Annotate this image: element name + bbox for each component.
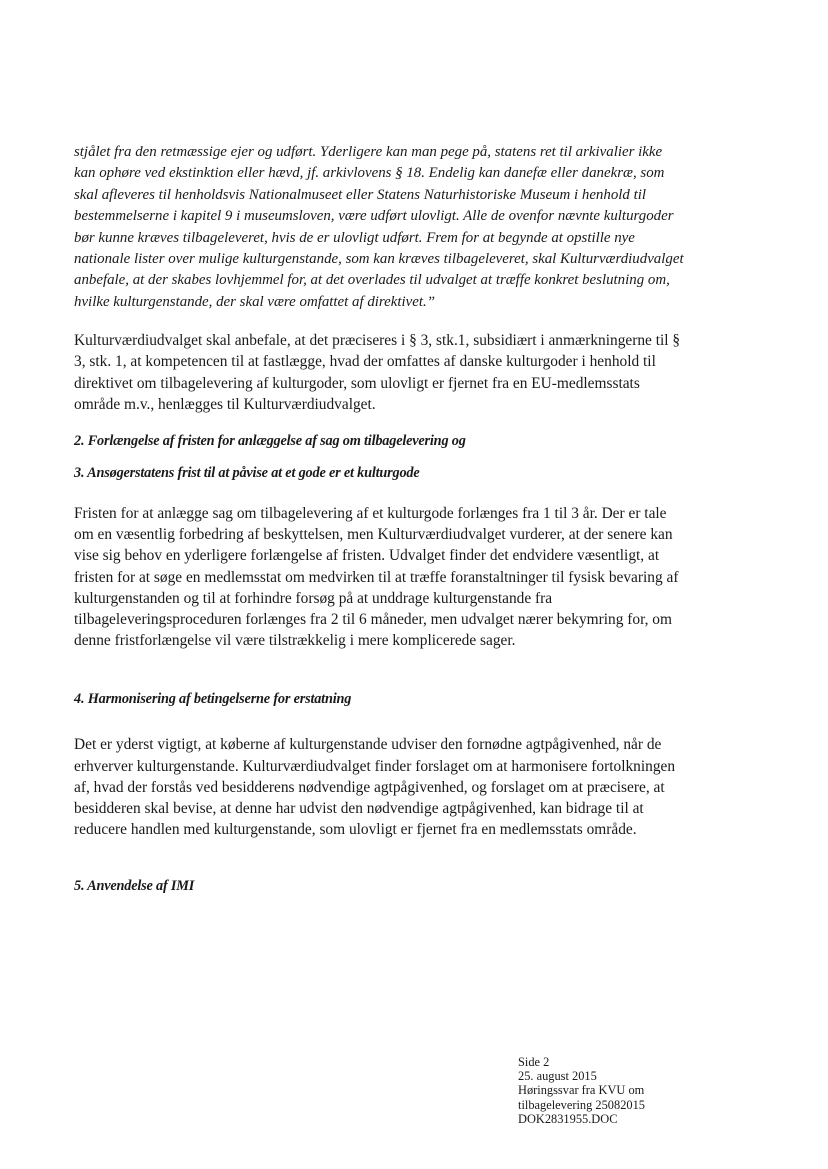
page-footer bbox=[518, 1055, 718, 1126]
footer-title-line-1: Høringssvar fra KVU om bbox=[518, 1083, 645, 1098]
quote-paragraph: stjålet fra den retmæssige ejer og udført. Yderligere kan man pege på, statens ret til arkivalier ikke kan ophøre ved ekstinktion eller hævd, jf. arkivlovens § 18. Endelig kan danefæ eller danekræ, som skal afleveres til henholdsvis Nationalmuseet eller Statens Naturhistoriske Museum i henhold til bestemmelserne i kapitel 9 i museumsloven, være udført ulovligt. Alle de ovenfor nævnte kulturgoder bør kunne kræves tilbageleveret, hvis de er ulovligt udført. Frem for at begynde at opstille nye nationale lister over mulige kulturgenstande, som kan kræves tilbageleveret, skal Kulturværdiudvalget anbefale, at der skabes lovhjemmel for, at det overlades til udvalget at træffe konkret beslutning om, hvilke kulturgenstande, der skal være omfattet af direktivet.” bbox=[74, 144, 684, 310]
footer-page-number: Side 2 bbox=[518, 1055, 550, 1069]
paragraph-harmonisering: Det er yderst vigtigt, at køberne af kulturgenstande udviser den fornødne agtpågivenhed, når de erhverver kulturgenstande. Kulturværdiudvalget finder forslaget om at harmonisere fortolkningen af, hvad der forstås ved besidderens nødvendige agtpågivenhed, og forslaget om at præcisere, at besidderen skal bevise, at denne har udvist den nødvendige agtpågivenhed, kan bidrage til at reducere handlen med kulturgenstande, som ulovligt er fjernet fra en medlemsstats område. bbox=[74, 736, 676, 839]
section-heading-2: 2. Forlængelse af fristen for anlæggelse af sag om tilbagelevering og bbox=[74, 433, 466, 450]
footer-date: 25. august 2015 bbox=[518, 1069, 597, 1084]
section-heading-5: 5. Anvendelse af IMI bbox=[74, 877, 195, 894]
footer-title-line-2: tilbagelevering 25082015 bbox=[518, 1097, 645, 1112]
footer-doc-id: DOK2831955.DOC bbox=[518, 1111, 618, 1126]
paragraph-kompetence: Kulturværdiudvalget skal anbefale, at det præciseres i § 3, stk.1, subsidiært i anmærkningerne til § 3, stk. 1, at kompetencen til at fastlægge, hvad der omfattes af danske kulturgoder i henhold til direktivet om tilbagelevering af kulturgoder, som ulovligt er fjernet fra en EU-medlemsstats område m.v., henlægges til Kulturværdiudvalget. bbox=[74, 332, 681, 413]
paragraph-frist: Fristen for at anlægge sag om tilbagelevering af et kulturgode forlænges fra 1 til 3 år. Der er tale om en væsentlig forbedring af beskyttelsen, men Kulturværdiudvalget vurderer, at der senere kan vise sig behov en yderligere forlængelse af fristen. Udvalget finder det endvidere væsentligt, at fristen for at søge en medlemsstat om medvirken til at træffe foranstaltninger til fysisk bevaring af kulturgenstanden og til at forhindre forsøg på at unddrage kulturgenstande fra tilbageleveringsproceduren forlænges fra 2 til 6 måneder, men udvalget nærer bekymring for, om denne fristforlængelse vil være tilstrækkelig i mere komplicerede sager. bbox=[74, 505, 679, 650]
document-body bbox=[74, 142, 686, 896]
section-heading-4: 4. Harmonisering af betingelserne for erstatning bbox=[74, 691, 352, 708]
section-heading-3: 3. Ansøgerstatens frist til at påvise at et gode er et kulturgode bbox=[74, 465, 420, 482]
